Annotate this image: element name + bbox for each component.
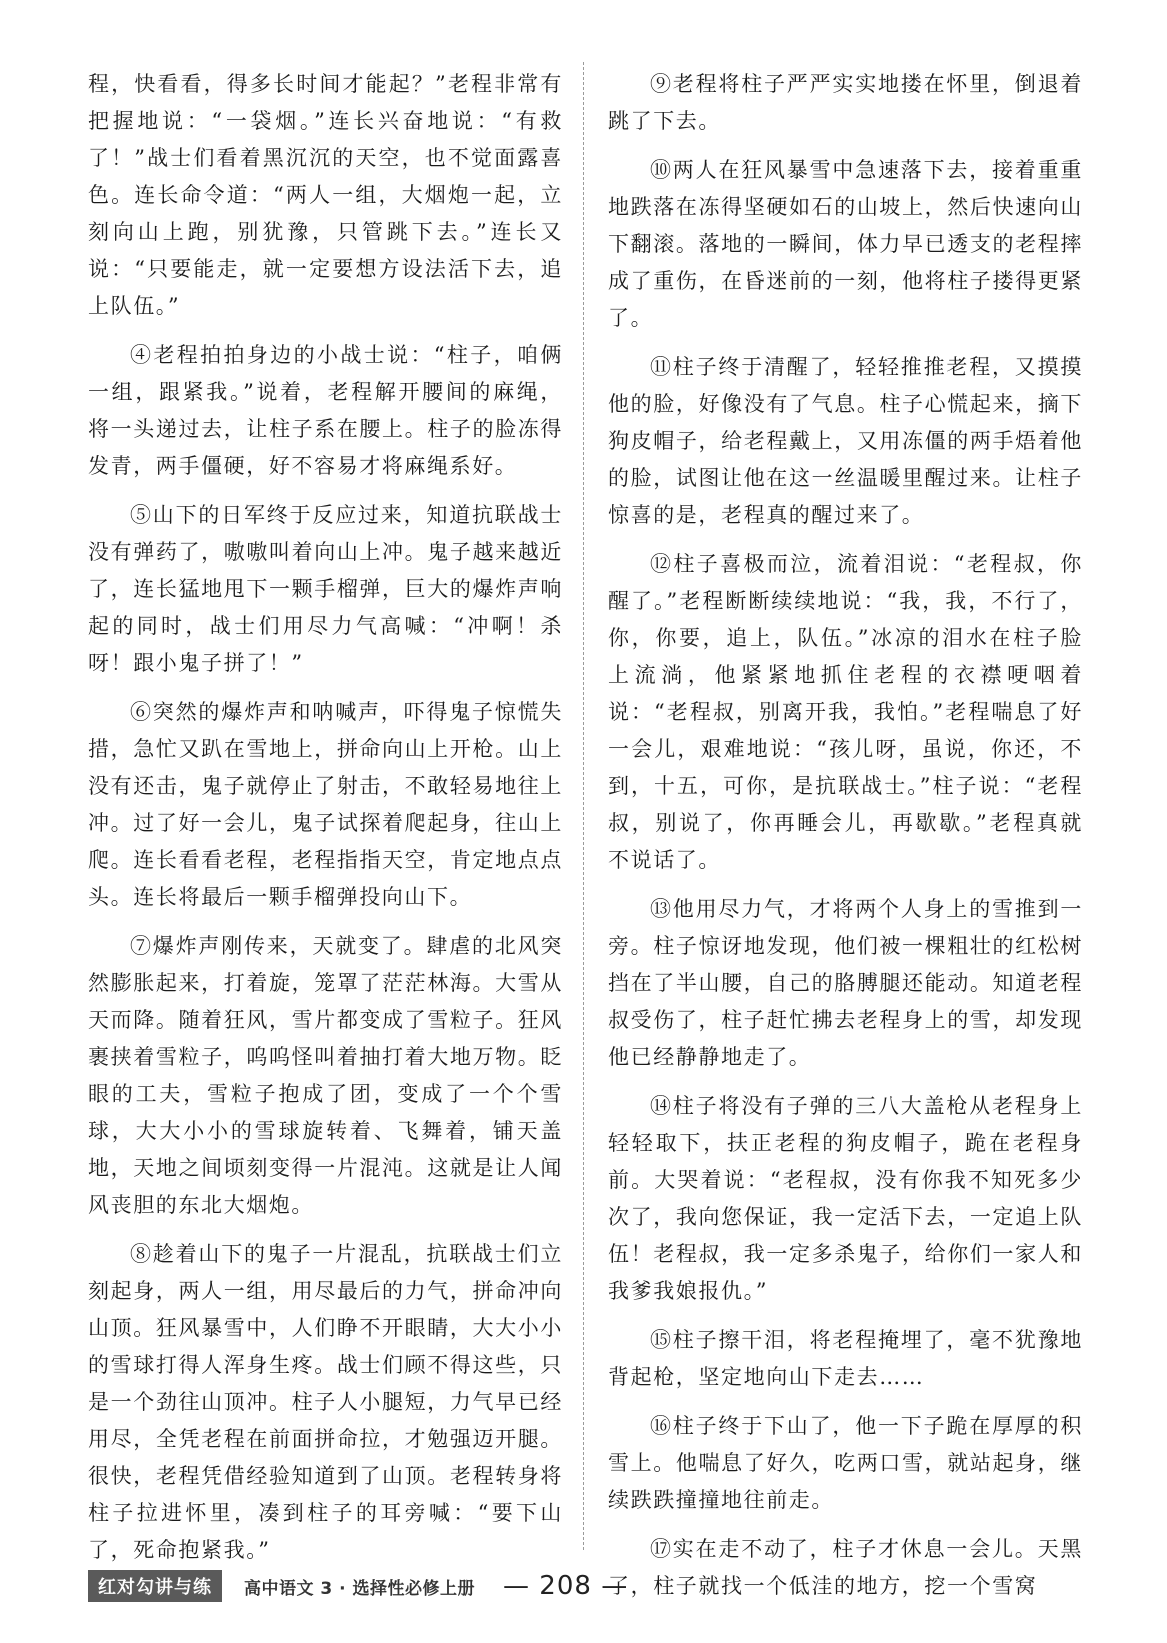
paragraph-3-continued: 程，快看看，得多长时间才能起？”老程非常有把握地说：“一袋烟。”连长兴奋地说：“有救了！”战士们看着黑沉沉的天空，也不觉面露喜色。连长命令道：“两人一组，大烟炮一起，立刻向山上跑，别犹豫，只管跳下去。”连长又说：“只要能走，就一定要想方设法活下去，追上队伍。” bbox=[88, 72, 563, 318]
right-column bbox=[608, 66, 1083, 1617]
book-title: 高中语文 3 · 选择性必修上册 bbox=[244, 1578, 476, 1599]
paragraph-15: ⑮柱子擦干泪，将老程掩埋了，毫不犹豫地背起枪，坚定地向山下走去…… bbox=[608, 1328, 1083, 1389]
paragraph-14: ⑭柱子将没有子弹的三八大盖枪从老程身上轻轻取下，扶正老程的狗皮帽子，跪在老程身前。大哭着说：“老程叔，没有你我不知死多少次了，我向您保证，我一定活下去，一定追上队伍！老程叔，我一定多杀鬼子，给你们一家人和我爹我娘报仇。” bbox=[608, 1094, 1083, 1303]
paragraph-17: ⑰实在走不动了，柱子才休息一会儿。天黑了，柱子就找一个低洼的地方，挖一个雪窝 bbox=[608, 1537, 1083, 1598]
paragraph-7: ⑦爆炸声刚传来，天就变了。肆虐的北风突然膨胀起来，打着旋，笼罩了茫茫林海。大雪从天而降。随着狂风，雪片都变成了雪粒子。狂风裹挟着雪粒子，呜呜怪叫着抽打着大地万物。眨眼的工夫，雪粒子抱成了团，变成了一个个雪球，大大小小的雪球旋转着、飞舞着，铺天盖地，天地之间顷刻变得一片混沌。这就是让人闻风丧胆的东北大烟炮。 bbox=[88, 934, 563, 1217]
paragraph-16: ⑯柱子终于下山了，他一下子跪在厚厚的积雪上。他喘息了好久，吃两口雪，就站起身，继续跌跌撞撞地往前走。 bbox=[608, 1414, 1083, 1512]
paragraph-13: ⑬他用尽力气，才将两个人身上的雪推到一旁。柱子惊讶地发现，他们被一棵粗壮的红松树挡在了半山腰，自己的胳膊腿还能动。知道老程叔受伤了，柱子赶忙拂去老程身上的雪，却发现他已经静静地走了。 bbox=[608, 897, 1083, 1069]
page-number: — 208 — bbox=[503, 1571, 629, 1601]
paragraph-4: ④老程拍拍身边的小战士说：“柱子，咱俩一组，跟紧我。”说着，老程解开腰间的麻绳，将一头递过去，让柱子系在腰上。柱子的脸冻得发青，两手僵硬，好不容易才将麻绳系好。 bbox=[88, 343, 563, 478]
paragraph-10: ⑩两人在狂风暴雪中急速落下去，接着重重地跌落在冻得坚硬如石的山坡上，然后快速向山下翻滚。落地的一瞬间，体力早已透支的老程摔成了重伤，在昏迷前的一刻，他将柱子搂得更紧了。 bbox=[608, 158, 1083, 330]
left-column bbox=[88, 66, 563, 1581]
column-divider bbox=[583, 62, 584, 1550]
paragraph-11: ⑪柱子终于清醒了，轻轻推推老程，又摸摸他的脸，好像没有了气息。柱子心慌起来，摘下狗皮帽子，给老程戴上，又用冻僵的两手焐着他的脸，试图让他在这一丝温暖里醒过来。让柱子惊喜的是，老程真的醒过来了。 bbox=[608, 355, 1083, 527]
paragraph-9: ⑨老程将柱子严严实实地搂在怀里，倒退着跳了下去。 bbox=[608, 72, 1083, 133]
paragraph-5: ⑤山下的日军终于反应过来，知道抗联战士没有弹药了，嗷嗷叫着向山上冲。鬼子越来越近了，连长猛地甩下一颗手榴弹，巨大的爆炸声响起的同时，战士们用尽力气高喊：“冲啊！杀呀！跟小鬼子拼了！” bbox=[88, 503, 563, 675]
paragraph-12: ⑫柱子喜极而泣，流着泪说：“老程叔，你醒了。”老程断断续续地说：“我，我，不行了，你，你要，追上，队伍。”冰凉的泪水在柱子脸上流淌，他紧紧地抓住老程的衣襟哽咽着说：“老程叔，别离开我，我怕。”老程喘息了好一会儿，艰难地说：“孩儿呀，虽说，你还，不到，十五，可你，是抗联战士。”柱子说：“老程叔，别说了，你再睡会儿，再歇歇。”老程真就不说话了。 bbox=[608, 552, 1083, 872]
page-footer bbox=[88, 1569, 1088, 1603]
brand-label: 红对勾讲与练 bbox=[88, 1570, 222, 1602]
paragraph-8: ⑧趁着山下的鬼子一片混乱，抗联战士们立刻起身，两人一组，用尽最后的力气，拼命冲向山顶。狂风暴雪中，人们睁不开眼睛，大大小小的雪球打得人浑身生疼。战士们顾不得这些，只是一个劲往山顶冲。柱子人小腿短，力气早已经用尽，全凭老程在前面拼命拉，才勉强迈开腿。很快，老程凭借经验知道到了山顶。老程转身将柱子拉进怀里，凑到柱子的耳旁喊：“要下山了，死命抱紧我。” bbox=[88, 1242, 563, 1562]
paragraph-6: ⑥突然的爆炸声和呐喊声，吓得鬼子惊慌失措，急忙又趴在雪地上，拼命向山上开枪。山上没有还击，鬼子就停止了射击，不敢轻易地往上冲。过了好一会儿，鬼子试探着爬起身，往山上爬。连长看看老程，老程指指天空，肯定地点点头。连长将最后一颗手榴弹投向山下。 bbox=[88, 700, 563, 909]
